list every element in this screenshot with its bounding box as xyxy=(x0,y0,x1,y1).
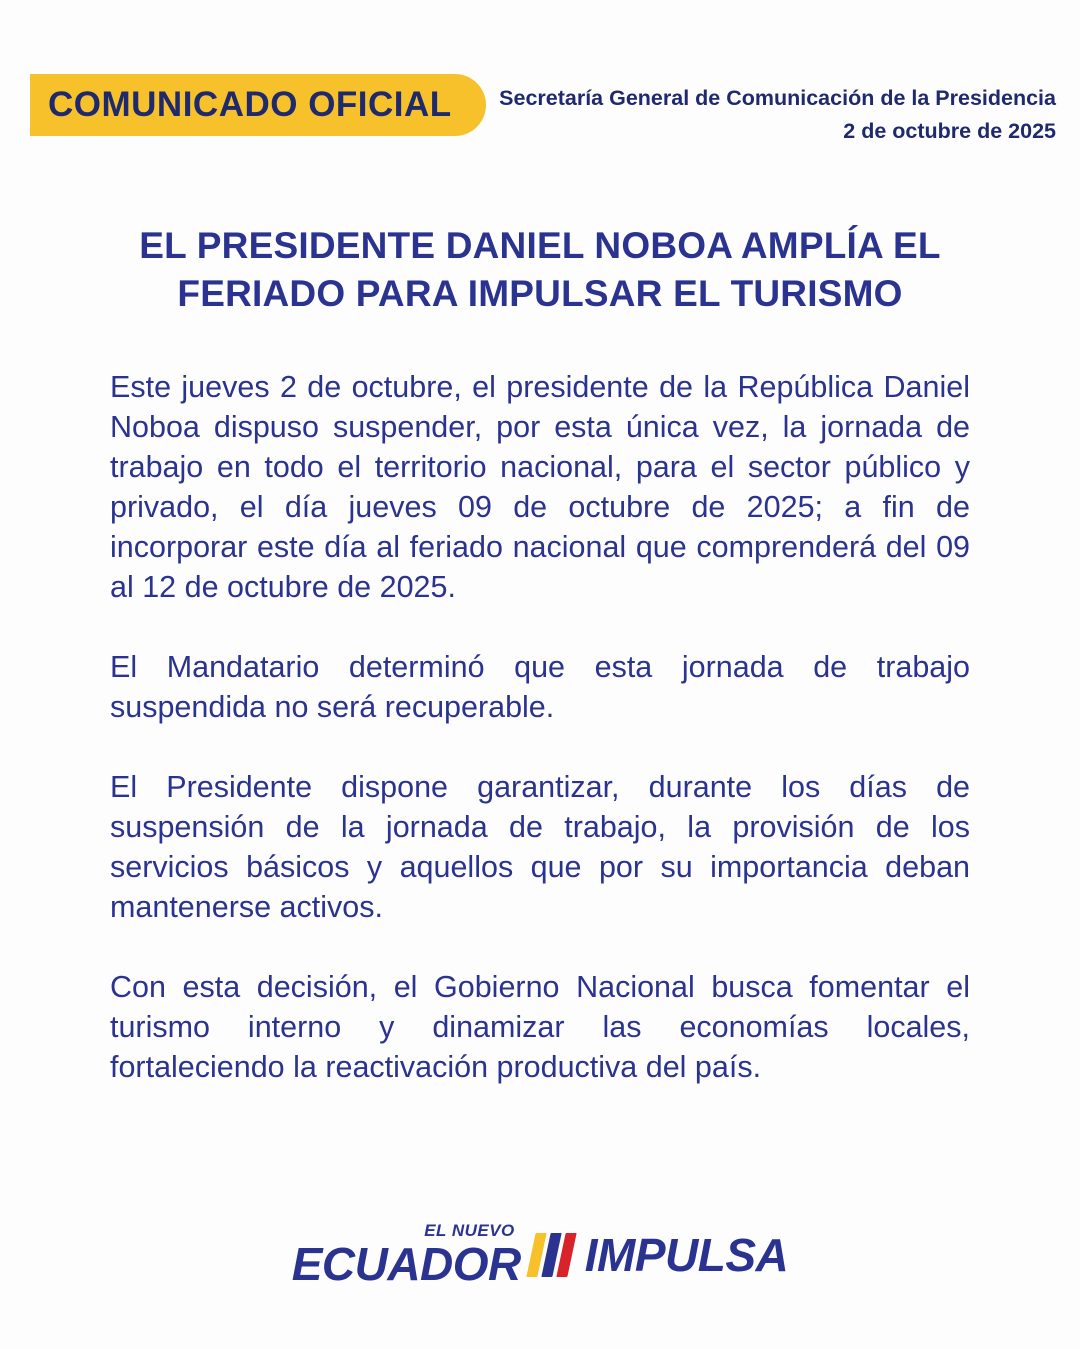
page-title: EL PRESIDENTE DANIEL NOBOA AMPLÍA EL FERIADO PARA IMPULSAR EL TURISMO xyxy=(139,225,941,315)
paragraph-3: El Presidente dispone garantizar, durante los días de suspensión de la jornada de trabajo, la provisión de los servicios básicos y aquellos que por su importancia deban mantenerse activos. xyxy=(110,769,970,924)
header xyxy=(0,0,1080,160)
badge-label: COMUNICADO OFICIAL xyxy=(48,85,452,124)
header-issuer-block xyxy=(499,84,1056,146)
body-text xyxy=(110,368,970,1087)
paragraph-1: Este jueves 2 de octubre, el presidente de la República Daniel Noboa dispuso suspender, por esta única vez, la jornada de trabajo en todo el territorio nacional, para el sector público y privado, el día jueves 09 de octubre de 2025; a fin de incorporar este día al feriado nacional que comprenderá del 09 al 12 de octubre de 2025. xyxy=(110,370,970,604)
flag-bars-icon xyxy=(526,1233,580,1277)
paragraph-4: Con esta decisión, el Gobierno Nacional busca fomentar el turismo interno y dinamizar las economías locales, fortaleciendo la reactivación productiva del país. xyxy=(110,969,970,1084)
logo-tagline: EL NUEVO xyxy=(424,1221,515,1240)
footer xyxy=(0,1221,1080,1290)
government-logo xyxy=(291,1221,789,1290)
logo-left-block xyxy=(291,1221,521,1290)
official-communique-badge xyxy=(30,74,486,136)
logo-word-impulsa: IMPULSA xyxy=(584,1228,789,1281)
issuer-name: Secretaría General de Comunicación de la Presidencia xyxy=(499,86,1056,110)
logo-word-ecuador: ECUADOR xyxy=(291,1238,521,1290)
issue-date: 2 de octubre de 2025 xyxy=(843,119,1056,144)
paragraph-2: El Mandatario determinó que esta jornada de trabajo suspendida no será recuperable. xyxy=(110,649,970,724)
